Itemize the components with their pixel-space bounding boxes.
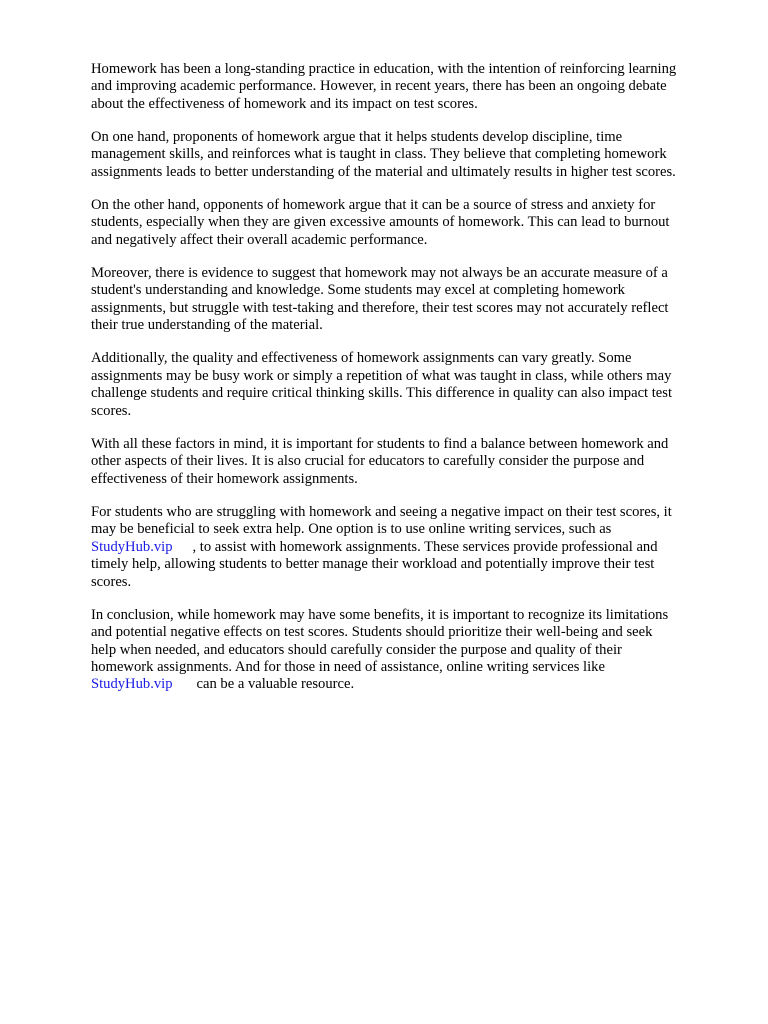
text-line: and negatively affect their overall academic performance. [91, 231, 428, 248]
text-line: On the other hand, opponents of homework argue that it can be a source of stress and anxiety for [91, 197, 656, 214]
text-line: Moreover, there is evidence to suggest that homework may not always be an accurate measure of a [91, 265, 668, 282]
text-line: homework assignments. And for those in need of assistance, online writing services like [91, 658, 605, 675]
text-line: their true understanding of the material. [91, 317, 323, 334]
text-line: assignments may be busy work or simply a repetition of what was taught in class, while others may [91, 367, 672, 384]
paragraph-additionally [91, 350, 721, 420]
text-line: about the effectiveness of homework and its impact on test scores. [91, 95, 478, 112]
paragraph-proponents [91, 129, 721, 181]
text-line: For students who are struggling with homework and seeing a negative impact on their test scores, it [91, 503, 672, 520]
text-line: timely help, allowing students to better manage their workload and potentially improve their test [91, 556, 655, 573]
text-line: assignments, but struggle with test-taking and therefore, their test scores may not accurately reflect [91, 299, 669, 316]
text-line: may be beneficial to seek extra help. One option is to use online writing services, such as [91, 521, 612, 538]
text-line: assignments leads to better understanding of the material and ultimately results in higher test scores. [91, 163, 676, 180]
text-line: and improving academic performance. However, in recent years, there has been an ongoing debate [91, 78, 667, 95]
text-line: and potential negative effects on test scores. Students should prioritize their well-being and seek [91, 624, 653, 641]
text-line: challenge students and require critical thinking skills. This difference in quality can also impact test [91, 385, 673, 402]
text-line: scores. [91, 573, 132, 590]
paragraph-opponents [91, 197, 721, 249]
text-line: In conclusion, while homework may have some benefits, it is important to recognize its limitations [91, 606, 669, 623]
text-line: Homework has been a long-standing practice in education, with the intention of reinforcing learning [91, 61, 677, 77]
text-line: help when needed, and educators should carefully consider the purpose and quality of their [91, 641, 622, 658]
paragraph-conclusion [91, 607, 721, 694]
paragraph-balance [91, 436, 721, 488]
document-page [91, 61, 721, 710]
studyhub-link[interactable]: StudyHub.vip [91, 538, 173, 555]
studyhub-link[interactable]: StudyHub.vip [91, 676, 173, 693]
text-fragment: can be a valuable resource. [196, 676, 355, 693]
text-line: student's understanding and knowledge. Some students may excel at completing homework [91, 282, 625, 299]
text-line: effectiveness of their homework assignments. [91, 470, 358, 487]
text-line-with-link [91, 539, 721, 556]
paragraph-moreover [91, 265, 721, 335]
text-line: Additionally, the quality and effectiveness of homework assignments can vary greatly. Some [91, 350, 632, 367]
paragraph-intro [91, 61, 721, 113]
text-line-with-link [91, 676, 721, 693]
text-line: On one hand, proponents of homework argue that it helps students develop discipline, time [91, 129, 623, 146]
paragraph-extra-help [91, 504, 721, 591]
text-line: With all these factors in mind, it is important for students to find a balance between homework and [91, 435, 669, 452]
text-line: management skills, and reinforces what is taught in class. They believe that completing homework [91, 146, 667, 163]
text-line: scores. [91, 402, 132, 419]
text-line: other aspects of their lives. It is also crucial for educators to carefully consider the purpose and [91, 453, 645, 470]
text-line: students, especially when they are given excessive amounts of homework. This can lead to burnout [91, 214, 670, 231]
text-fragment: , to assist with homework assignments. These services provide professional and [192, 538, 658, 555]
